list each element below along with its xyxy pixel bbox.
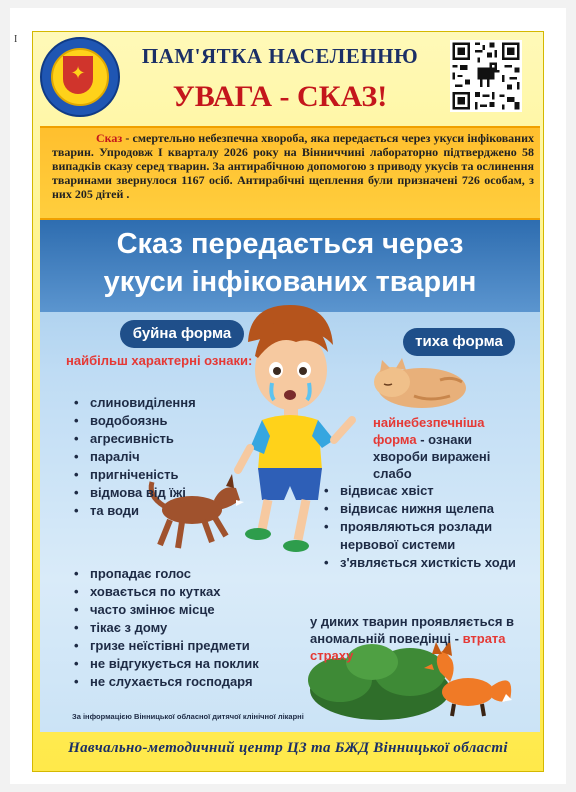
list-item: • з'являється хисткість ходи (322, 554, 532, 572)
list-item: • пригніченість (72, 466, 252, 484)
text-cursor-mark: I (14, 34, 18, 45)
source-note: За інформацією Вінницької обласної дитячої клінічної лікарні (72, 712, 304, 721)
quiet-signs-list (322, 482, 532, 572)
list-item: • відвисає хвіст (322, 482, 532, 500)
list-item: • водобоязнь (72, 412, 252, 430)
quiet-subheading-rest: - ознаки хвороби виражені слабо (373, 432, 491, 481)
poster-heading-line1: Сказ передається через (116, 228, 464, 260)
violent-behaviour-list (72, 565, 322, 691)
list-item: • пропадає голос (72, 565, 322, 583)
list-item: • агресивність (72, 430, 252, 448)
list-item: • відмова від їжі (72, 484, 252, 502)
wild-animals-note (310, 613, 520, 664)
violent-form-label: буйна форма (120, 320, 244, 348)
quiet-subheading-red: найнебезпечніша форма (373, 415, 485, 447)
violent-signs-list (72, 394, 252, 520)
quiet-subheading (373, 414, 523, 482)
poster-heading-line2: укуси інфікованих тварин (103, 266, 477, 298)
wild-animals-highlight: втрата страху (310, 631, 506, 663)
list-item: • та води (72, 502, 252, 520)
list-item: • слиновиділення (72, 394, 252, 412)
list-item: • ховається по кутках (72, 583, 322, 601)
quiet-form-label: тиха форма (403, 328, 515, 356)
list-item: • тікає з дому (72, 619, 322, 637)
violent-subheading: найбільш характерні ознаки: (66, 353, 253, 368)
list-item: • проявляються розлади нервової системи (322, 518, 532, 554)
list-item: • часто змінює місце (72, 601, 322, 619)
list-item: • не слухається господаря (72, 673, 322, 691)
intro-lead: Сказ (96, 131, 123, 145)
leaflet-title: ПАМ'ЯТКА НАСЕЛЕННЮ (141, 44, 419, 68)
sleeping-cat-illustration (374, 358, 466, 408)
list-item: • відвисає нижня щелепа (322, 500, 532, 518)
leaflet-warning-title: УВАГА - СКАЗ! (172, 80, 388, 113)
footer-organization: Навчально-методичний центр ЦЗ та БЖД Вінницької області (68, 740, 508, 756)
list-item: • параліч (72, 448, 252, 466)
emblem-star-icon: ✦ (70, 63, 86, 84)
intro-text: - смертельно небезпечна хвороба, яка передається через укуси інфікованих тварин. Упродовж І кварталу 2026 року на Вінниччині лабораторно підтверджено 58 випадків сказу серед тварин. За антирабічною допомогою з приводу укусів та ослинення тваринами звернулося 1167 осіб. Антирабічні щеплення були призначені 726 особам, з них 205 дітей . (52, 131, 534, 201)
wild-animals-text: у диких тварин проявляється в аномальній поведінці - (310, 614, 515, 646)
list-item: • гризе неїстівні предмети (72, 637, 322, 655)
list-item: • не відгукується на поклик (72, 655, 322, 673)
